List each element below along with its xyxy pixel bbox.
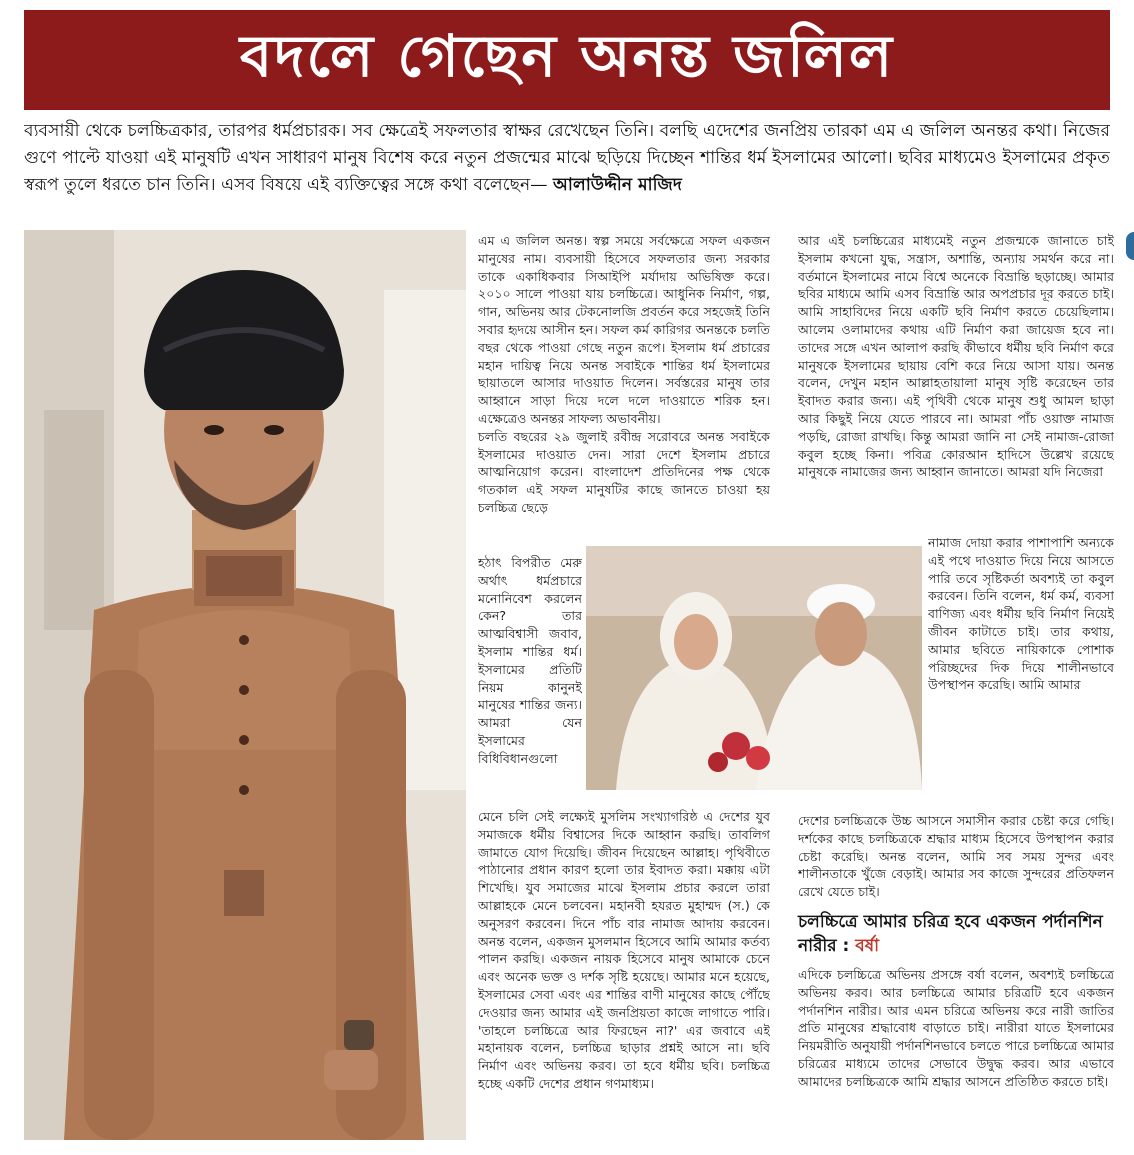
article-paragraph: মেনে চলি সেই লক্ষ্যেই মুসলিম সংখ্যাগরিষ্ঠ এ দেশের যুব সমাজকে ধর্মীয় বিশ্বাসের দিকে আহ্বান করছি। তাবলিগ জামাতে যোগ দিয়েছি। জীবন দিয়েছেন আল্লাহ। পৃথিবীতে পাঠানোর প্রধান কারণ হলো তার ইবাদত করা। মক্কায় এটা শিখেছি। যুব সমাজের মাঝে ইসলাম প্রচার করলে তারা আল্লাহকে মেনে চলবেন। মহানবী হযরত মুহাম্মদ (স.) কে অনুসরণ করবেন। দিনে পাঁচ বার নামাজ আদায় করবেন। অনন্ত বলেন, একজন মুসলমান হিসেবে আমি আমার কর্তব্য পালন করছি। একজন নায়ক হিসেবে মানুষ আমাকে চেনে এবং অনেক ভক্ত ও দর্শক সৃষ্টি হয়েছে। আমার মনে হয়েছে, ইসলামের সেবা এবং এর শান্তির বাণী মানুষের কাছে পৌঁছে দেওয়ার জন্য আমার এই জনপ্রিয়তা কাজে লাগাতে পারি। 'তাহলে চলচ্চিত্রে আর ফিরছেন না?' এর জবাবে এই মহানায়ক বলেন, চলচ্চিত্র ছাড়ার প্রশ্নই আসে না। ছবি নির্মাণ এবং অভিনয় করব। তা হবে ধর্মীয় ছবি। চলচ্চিত্র হচ্ছে একটি দেশের প্রধান গণমাধ্যম। (478, 809, 770, 1091)
article-paragraph: নামাজ দোয়া করার পাশাপাশি অন্যকে এই পথে দাওয়াত দিয়ে নিয়ে আসতে পারি তবে সৃষ্টিকর্তা অবশ্যই তা কবুল করবেন। তিনি বলেন, ধর্ম কর্ম, ব্যবসা বাণিজ্য এবং ধর্মীয় ছবি নির্মাণ নিয়েই জীবন কাটাতে চাই। তার কথায়, আমার ছবিতে নায়িকাকে পোশাক পরিচ্ছদের দিক দিয়ে শালীনভাবে উপস্থাপন করেছি। আমি আমার (928, 535, 1114, 693)
subheading-text: চলচ্চিত্রে আমার চরিত্র হবে একজন পর্দানশিন নারীর : (798, 912, 1103, 956)
couple-illustration (586, 546, 922, 790)
article-col1-lower (478, 808, 770, 1144)
article-col2-upper (798, 232, 1114, 534)
portrait-illustration (24, 230, 466, 1140)
article-paragraph: দেশের চলচ্চিত্রকে উচ্চ আসনে সমাসীন করার চেষ্টা করে গেছি। দর্শকের কাছে চলচ্চিত্রকে শ্রদ্ধার মাধ্যম হিসেবে উপস্থাপন করার চেষ্টা করেছি। অনন্ত বলেন, আমি সব সময় সুন্দর এবং শালীনতাকে খুঁজে বেড়াই। আমার সব কাজে সুন্দরের প্রতিফলন রেখে যেতে চাই। (798, 813, 1114, 900)
article-col2-lower (798, 812, 1114, 906)
headline-band (24, 10, 1110, 110)
subheading (798, 910, 1114, 958)
article-col1-narrow (478, 554, 582, 806)
article-paragraph: এম এ জলিল অনন্ত। স্বল্প সময়ে সর্বক্ষেত্রে সফল একজন মানুষের নাম। ব্যবসায়ী হিসেবে সফলতার জন্য সরকার তাকে একাধিকবার সিআইপি মর্যাদায় অভিষিক্ত করে। ২০১০ সালে পাওয়া যায় চলচ্চিত্রে। আধুনিক নির্মাণ, গল্প, গান, অভিনয় আর টেকনোলজি প্রবর্তন করে সহজেই তিনি সবার হৃদয়ে আসীন হন। সফল কর্ম কারিগর অনন্তকে চলতি বছর থেকে পাওয়া গেছে নতুন রূপে। ইসলাম ধর্ম প্রচারের মহান দায়িত্ব নিয়ে অনন্ত সবাইকে শান্তির ধর্ম ইসলামের ছায়াতলে আসার দাওয়াত দিলেন। সর্বস্তরের মানুষ তার আহ্বানে সাড়া দিয়ে দলে দলে দাওয়াতে শরিক হন। এক্ষেত্রেও অনন্তর সাফল্য অভাবনীয়। (478, 233, 770, 426)
byline: আলাউদ্দীন মাজিদ (552, 175, 682, 195)
article-paragraph: এদিকে চলচ্চিত্রে অভিনয় প্রসঙ্গে বর্ষা বলেন, অবশ্যই চলচ্চিত্রে অভিনয় করব। আর চলচ্চিত্রে আমার চরিত্রটি হবে একজন পর্দানশিন নারীর। আর এমন চরিত্রে অভিনয় করে নারী জাতির প্রতি মানুষের শ্রদ্ধাবোধ বাড়াতে চাই। নারীরা যাতে ইসলামের নিয়মরীতি অনুযায়ী পর্দানশিনভাবে চলতে পারে চলচ্চিত্রে আমার চরিত্রের মাধ্যমে তাদের সেভাবে উদ্বুদ্ধ করব। আর এভাবে আমাদের চলচ্চিত্রকে আমি শ্রদ্ধার আসনে প্রতিষ্ঠিত করতে চাই। (798, 967, 1114, 1089)
intro-text: ব্যবসায়ী থেকে চলচ্চিত্রকার, তারপর ধর্মপ্রচারক। সব ক্ষেত্রেই সফলতার স্বাক্ষর রেখেছেন তিনি। বলছি এদেশের জনপ্রিয় তারকা এম এ জলিল অনন্তর কথা। নিজের গুণে পাল্টে যাওয়া এই মানুষটি এখন সাধারণ মানুষ বিশেষ করে নতুন প্রজন্মের মাঝে ছড়িয়ে দিচ্ছেন শান্তির ধর্ম ইসলামের আলো। ছবির মাধ্যমেও ইসলামের প্রকৃত স্বরূপ তুলে ধরতে চান তিনি। এসব বিষয়ে এই ব্যক্তিত্বের সঙ্গে কথা বলেছেন— (24, 121, 1110, 195)
article-col1-upper (478, 232, 770, 552)
portrait-photo (24, 230, 466, 1140)
article-paragraph: আর এই চলচ্চিত্রের মাধ্যমেই নতুন প্রজন্মকে জানাতে চাই ইসলাম কখনো যুদ্ধ, সন্ত্রাস, অশান্তি, অন্যায় সমর্থন করে না। বর্তমানে ইসলামের নামে বিশ্বে অনেকে বিভ্রান্তি ছড়াচ্ছে। আমার ছবির মাধ্যমে আমি এসব বিভ্রান্তি আর অপপ্রচার দূর করতে চাই। আমি সাহাবিদের নিয়ে একটি ছবি নির্মাণ করতে চেয়েছিলাম। আলেম ওলামাদের কথায় এটি নির্মাণ করা জায়েজ হবে না। তাদের সঙ্গে এখন আলাপ করছি কীভাবে ধর্মীয় ছবি নির্মাণ করে মানুষকে ইসলামের ছায়ায় বেশি করে নিয়ে আসা যায়। অনন্ত বলেন, দেখুন মহান আল্লাহতায়ালা মানুষ সৃষ্টি করেছেন তার ইবাদত করার জন্য। এই পৃথিবী থেকে মানুষ শুধু আমল ছাড়া আর কিছুই নিয়ে যেতে পারবে না। আমরা পাঁচ ওয়াক্ত নামাজ পড়ছি, রোজা রাখছি। কিন্তু আমরা জানি না সেই নামাজ-রোজা কবুল হচ্ছে কিনা। পবিত্র কোরআন হাদিসে উল্লেখ রয়েছে মানুষকে নামাজের জন্য আহ্বান জানাতে। আমরা যদি নিজেরা (798, 233, 1114, 480)
article-col2-last (798, 966, 1114, 1144)
intro-paragraph (24, 118, 1110, 218)
couple-photo (586, 546, 922, 790)
headline: বদলে গেছেন অনন্ত জলিল (239, 21, 895, 90)
article-col2-narrow (928, 534, 1114, 810)
article-paragraph: চলতি বছরের ২৯ জুলাই রবীন্দ্র সরোবরে অনন্ত সবাইকে ইসলামের দাওয়াত দেন। সারা দেশে ইসলাম প্রচারে আত্মনিয়োগ করেন। বাংলাদেশ প্রতিদিনের পক্ষ থেকে গতকাল এই সফল মানুষটির কাছে জানতে চাওয়া হয় চলচ্চিত্র ছেড়ে (478, 428, 770, 515)
article-paragraph: হঠাৎ বিপরীত মেরু অর্থাৎ ধর্মপ্রচারে মনোনিবেশ করলেন কেন? তার আত্মবিশ্বাসী জবাব, ইসলাম শান্তির ধর্ম। ইসলামের প্রতিটি নিয়ম কানুনই মানুষের শান্তির জন্য। আমরা যেন ইসলামের বিধিবিধানগুলো (478, 555, 582, 766)
subheading-name: বর্ষা (855, 936, 880, 956)
page-edge-marker (1126, 232, 1134, 260)
